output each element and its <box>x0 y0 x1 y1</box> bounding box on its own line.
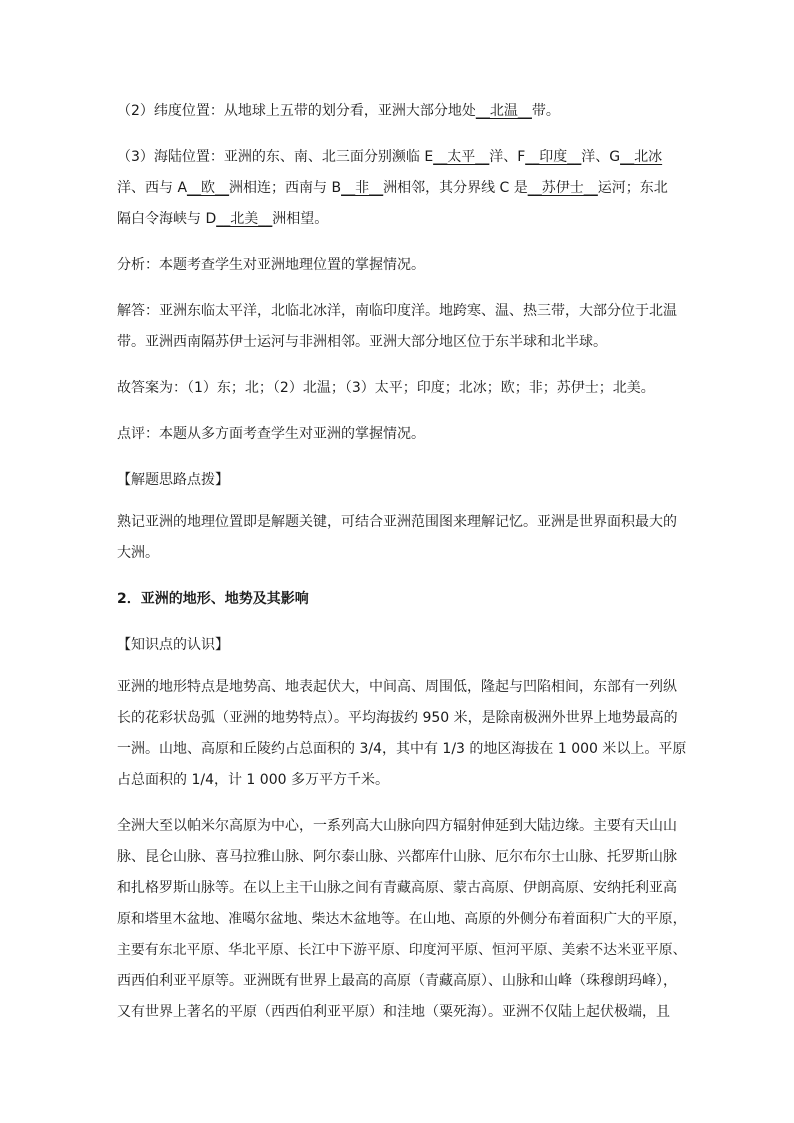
text-segment: 洲相邻，其分界线 C 是 <box>383 180 528 196</box>
para2-line: 又有世界上著名的平原（西西伯利亚平原）和洼地（粟死海）。亚洲不仅陆上起伏极端，且 <box>117 1004 670 1020</box>
para2-line: 主要有东北平原、华北平原、长江中下游平原、印度河平原、恒河平原、美索不达米亚平原、 <box>117 942 687 958</box>
answer-text-1: 解答：亚洲东临太平洋，北临北冰洋，南临印度洋。地跨寒、温、热三带，大部分位于北温 <box>117 303 677 319</box>
answer-blank: __欧__ <box>187 180 230 196</box>
result-text: 故答案为：（1）东；北；（2）北温；（3）太平；印度；北冰；欧；非；苏伊士；北美。 <box>117 380 655 396</box>
comment-text: 点评：本题从多方面考查学生对亚洲的掌握情况。 <box>117 426 425 442</box>
answer-blank: __北美__ <box>216 211 273 227</box>
para1-line: 一洲。山地、高原和丘陵约占总面积的 3/4，其中有 1/3 的地区海拔在 1 000 米以上。平原 <box>117 741 687 757</box>
knowledge-heading: 【知识点的认识】 <box>117 637 229 653</box>
sea-land-line-3 <box>117 204 687 235</box>
sea-land-line-1 <box>117 142 687 173</box>
text-segment: 洋、西与 A <box>117 180 188 196</box>
para2-line: 原和塔里木盆地、准噶尔盆地、柴达木盆地等。在山地、高原的外侧分布着面积广大的平原， <box>117 911 687 927</box>
text-segment: 洋、F <box>489 149 526 165</box>
answer-blank: __北冰 <box>620 149 663 165</box>
para2-line: 全洲大至以帕米尔高原为中心，一系列高大山脉向四方辐射伸延到大陆边缘。主要有天山山 <box>117 818 677 834</box>
text-segment: 运河；东北 <box>597 180 668 196</box>
sea-land-line-2 <box>117 173 687 204</box>
answer-text-2: 带。亚洲西南隔苏伊士运河与非洲相邻。亚洲大部分地区位于东半球和北半球。 <box>117 334 607 350</box>
text-segment: 隔白令海峡与 D <box>117 211 217 227</box>
tips-heading: 【解题思路点拨】 <box>117 472 229 488</box>
para2-line: 西西伯利亚平原等。亚洲既有世界上最高的高原（青藏高原）、山脉和山峰（珠穆朗玛峰）， <box>117 973 677 989</box>
section-title: 2．亚洲的地形、地势及其影响 <box>117 591 309 607</box>
text-segment: 带。 <box>531 103 560 119</box>
para2-line: 和扎格罗斯山脉等。在以上主干山脉之间有青藏高原、蒙古高原、伊朗高原、安纳托利亚高 <box>117 880 677 896</box>
text-segment: （3）海陆位置：亚洲的东、南、北三面分别濒临 E <box>117 149 434 165</box>
tips-text-2: 大洲。 <box>117 545 159 561</box>
text-segment: 洋、G <box>581 149 621 165</box>
para1-line: 亚洲的地形特点是地势高、地表起伏大，中间高、周围低，隆起与凹陷相间，东部有一列纵 <box>117 679 677 695</box>
answer-blank: __苏伊士__ <box>527 180 598 196</box>
tips-text-1: 熟记亚洲的地理位置即是解题关键，可结合亚洲范围图来理解记忆。亚洲是世界面积最大的 <box>117 514 677 530</box>
analysis-text: 分析：本题考查学生对亚洲地理位置的掌握情况。 <box>117 257 425 273</box>
para2-line: 脉、昆仑山脉、喜马拉雅山脉、阿尔泰山脉、兴都库什山脉、厄尔布尔士山脉、托罗斯山脉 <box>117 849 677 865</box>
para1-line: 占总面积的 1/4，计 1 000 多万平方千米。 <box>117 772 389 788</box>
answer-blank: __太平__ <box>433 149 490 165</box>
text-segment: （2）纬度位置：从地球上五带的划分看，亚洲大部分地处 <box>117 103 476 119</box>
answer-blank: __非__ <box>341 180 384 196</box>
text-segment: 洲相望。 <box>272 211 329 227</box>
answer-blank: __印度__ <box>525 149 582 165</box>
para1-line: 长的花彩状岛弧（亚洲的地势特点）。平均海拔约 950 米，是除南极洲外世界上地势最高的 <box>117 710 678 726</box>
text-segment: 洲相连；西南与 B <box>229 180 342 196</box>
latitude-line <box>117 96 687 127</box>
answer-blank: __北温__ <box>475 103 532 119</box>
